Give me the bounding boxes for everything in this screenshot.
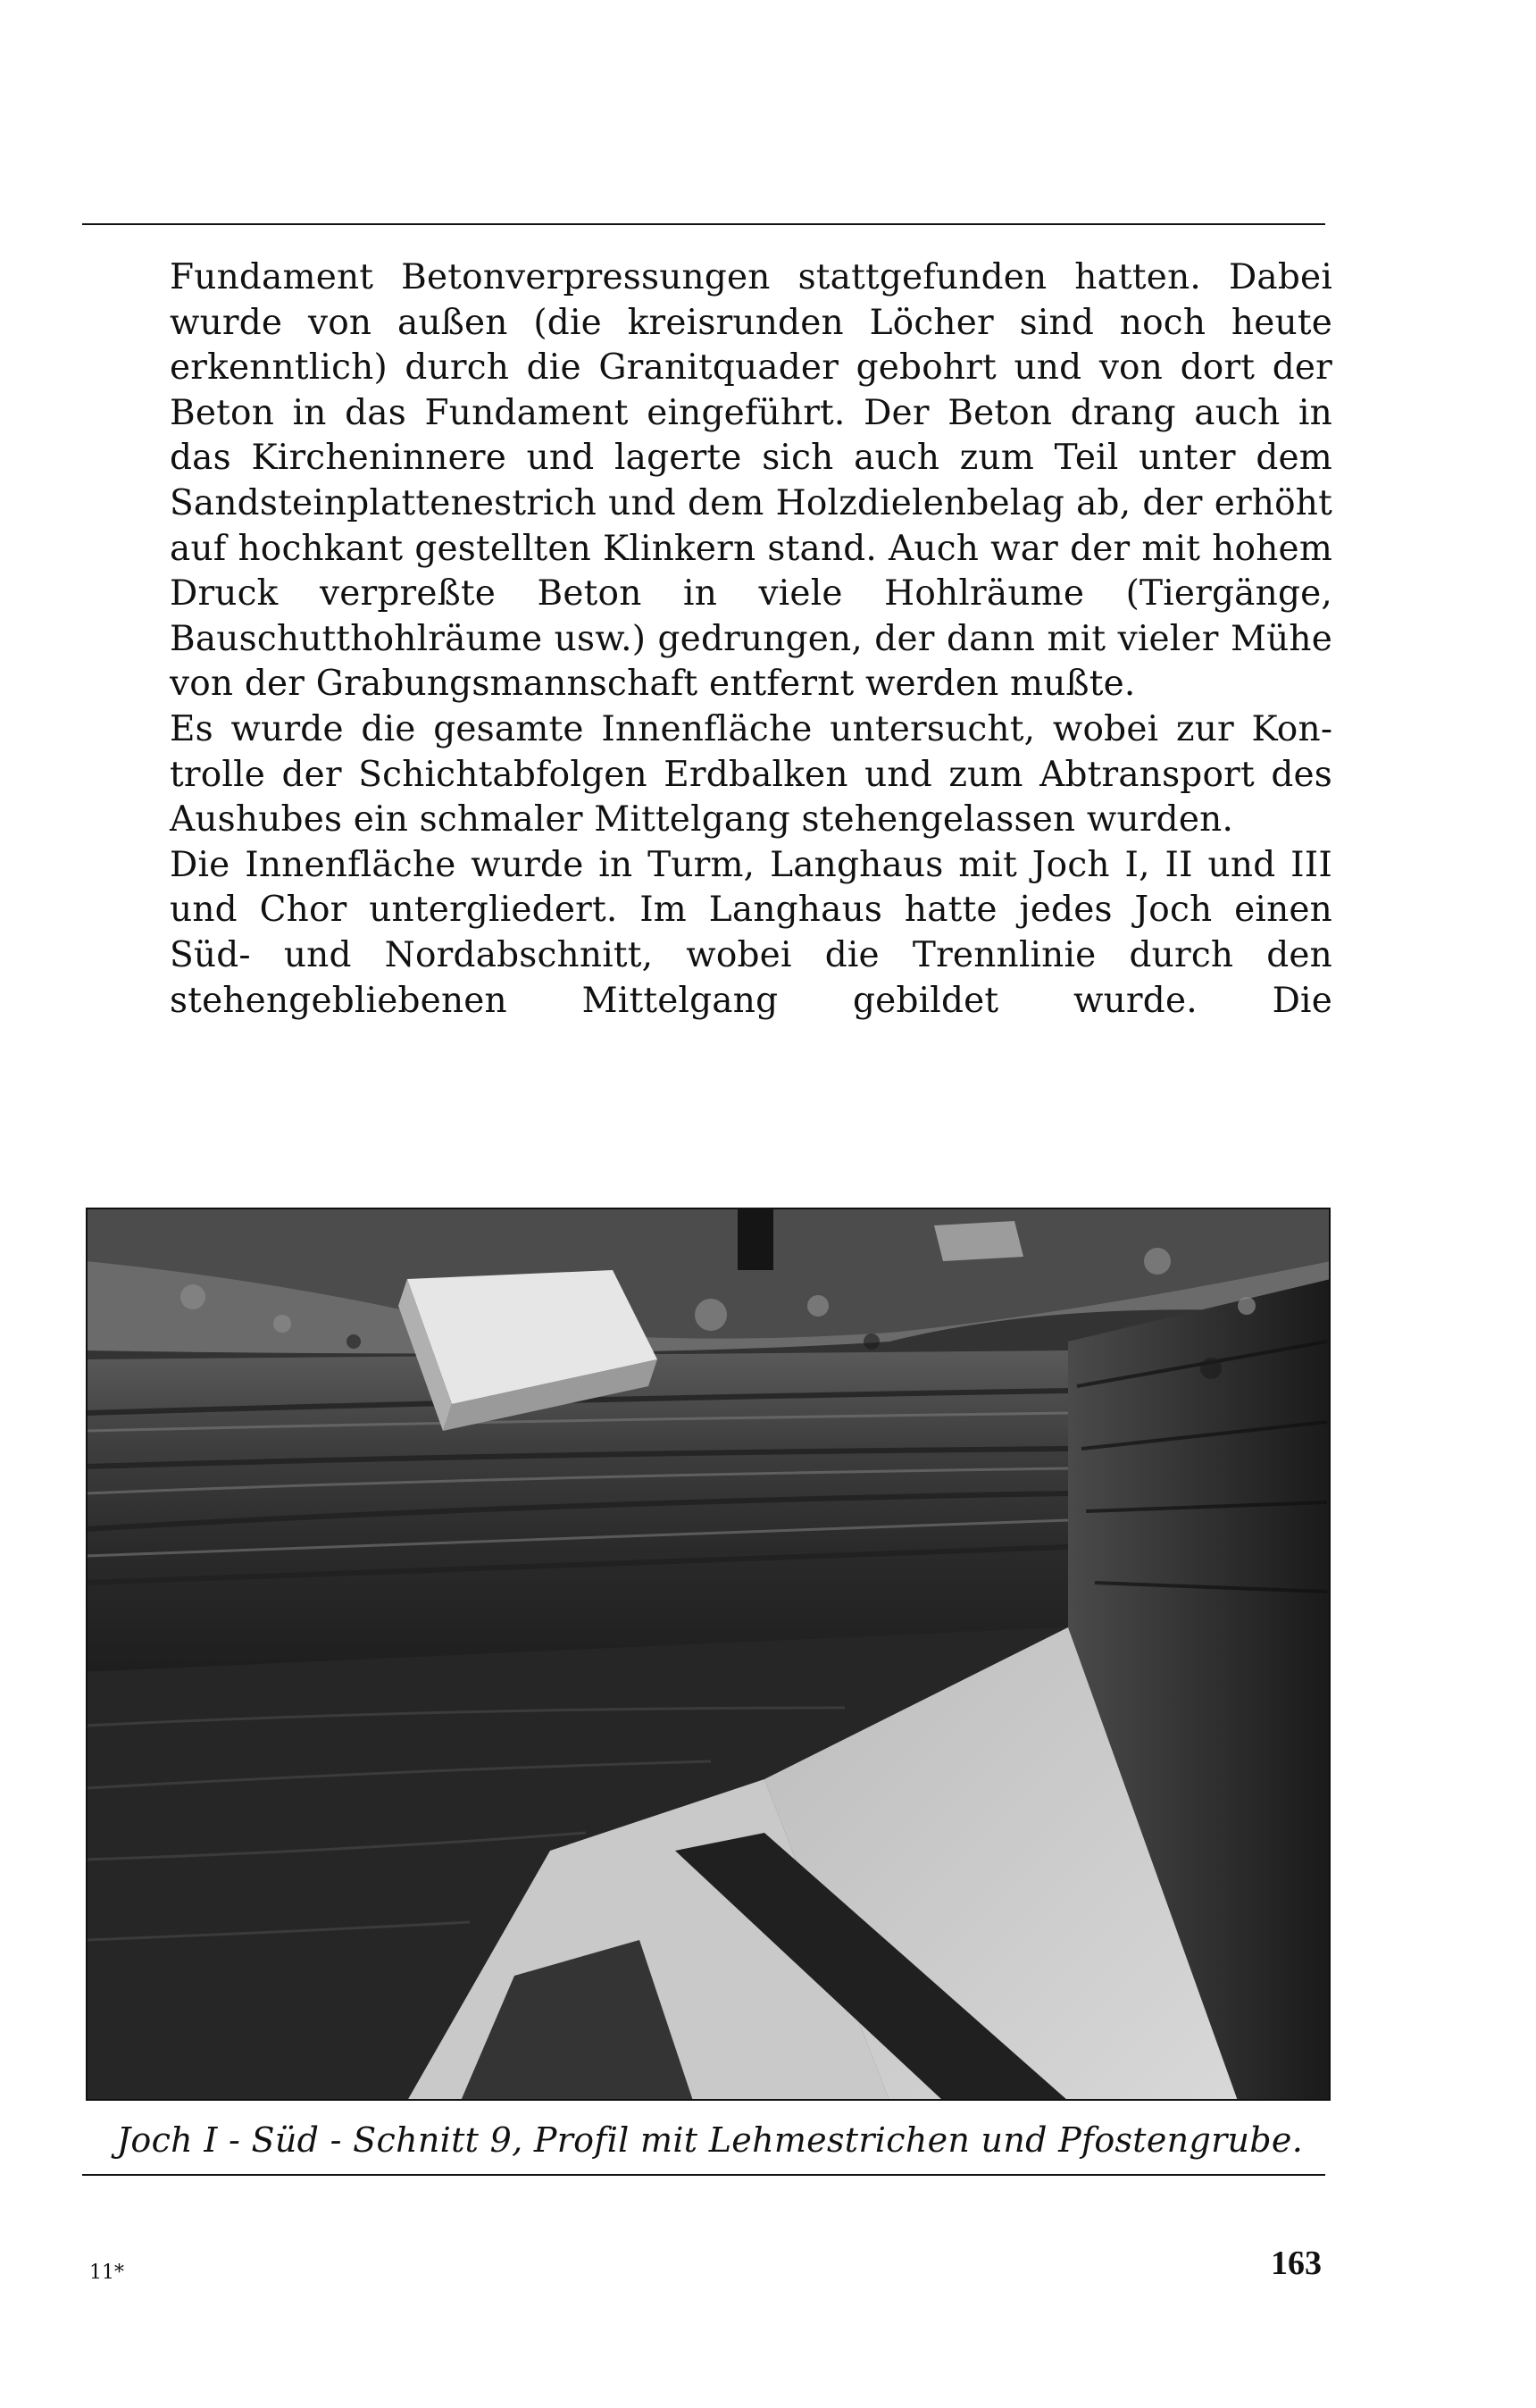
paragraph-3: Die Innenfläche wurde in Turm, Langhaus mit Joch I, II und III und Chor untergliedert. Im Langhaus hatte jedes Joch einen Süd- und Nordabschnitt, wobei die Trennlinie durch den stehengebliebenen Mittelgang gebildet wurde. Die [170,844,1332,1021]
signature-mark: 11* [89,2262,124,2284]
top-rule [82,223,1325,225]
paragraph-2: Es wurde die gesamte Innenfläche untersucht, wobei zur Kontrolle der Schichtabfolgen Erdbalken und zum Abtransport des Aushubes ein schmaler Mittelgang stehengelassen wurden. [170,708,1332,840]
excavation-photo [86,1208,1331,2101]
paragraph-1: Fundament Betonverpressungen stattgefunden hatten. Dabei wurde von außen (die kreisrunden Löcher sind noch heute erkenntlich) durch die Granitquader gebohrt und von dort der Beton in das Fundament eingeführt. Der Beton drang auch in das Kircheninnere und lagerte sich auch zum Teil unter dem Sandsteinplattenestrich und dem Holzdielenbelag ab, der erhöht auf hochkant gestellten Klinkern stand. Auch war der mit hohem Druck verpreßte Beton in viele Hohlräume (Tiergänge, Bauschutthohlräume usw.) gedrungen, der dann mit vieler Mühe von der Grabungsmannschaft entfernt werden mußte. [170,257,1332,705]
body-text [170,255,1332,1024]
page-number: 163 [1271,2245,1322,2282]
bottom-rule [82,2174,1325,2176]
figure-caption: Joch I - Süd - Schnitt 9, Profil mit Lehmestrichen und Pfostengrube. [116,2120,1304,2160]
